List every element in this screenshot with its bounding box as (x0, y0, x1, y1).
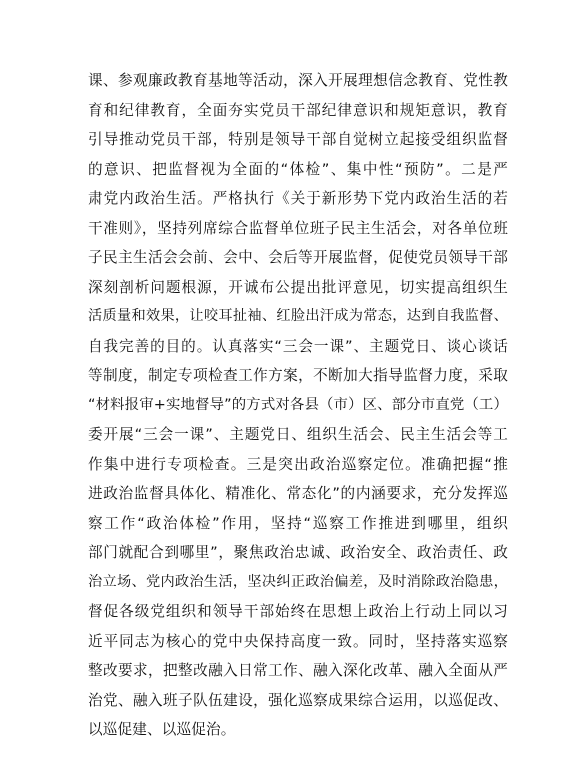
text-line: 引导推动党员干部，特别是领导干部自觉树立起接受组织监督 (88, 131, 508, 148)
text-line: 深刻剖析问题根源，开诚布公提出批评意见，切实提高组织生 (88, 278, 508, 296)
text-line: 干准则》，坚持列席综合监督单位班子民主生活会，对各单位班 (88, 219, 508, 237)
text-line: 的意识、把监督视为全面的“体检”、集中性“预防”。二是严 (88, 160, 508, 178)
text-line: 治党、融入班子队伍建设，强化巡察成果综合运用，以巡促改、 (88, 691, 508, 709)
text-line: 肃党内政治生活。严格执行《关于新形势下党内政治生活的若 (88, 190, 508, 207)
text-line: 近平同志为核心的党中央保持高度一致。同时，坚持落实巡察 (88, 632, 508, 650)
text-line: “材料报审+实地督导”的方式对各县（市）区、部分市直党（工） (88, 396, 508, 413)
text-line: 治立场、党内政治生活，坚决纠正政治偏差，及时消除政治隐患， (88, 573, 508, 590)
text-line: 育和纪律教育，全面夯实党员干部纪律意识和规矩意识，教育 (88, 101, 508, 119)
text-line: 督促各级党组织和领导干部始终在思想上政治上行动上同以习 (88, 603, 508, 620)
text-line: 等制度，制定专项检查工作方案，不断加大指导监督力度，采取 (88, 367, 508, 384)
text-line: 部门就配合到哪里”，聚焦政治忠诚、政治安全、政治责任、政 (88, 544, 508, 561)
text-line: 整改要求，把整改融入日常工作、融入深化改革、融入全面从严 (88, 662, 508, 679)
text-line: 察工作“政治体检”作用，坚持“巡察工作推进到哪里，组织 (88, 514, 508, 532)
body-paragraph (88, 66, 508, 745)
text-line: 活质量和效果，让咬耳扯袖、红脸出汗成为常态，达到自我监督、 (88, 308, 508, 324)
text-line: 子民主生活会会前、会中、会后等开展监督，促使党员领导干部 (88, 249, 508, 266)
text-line: 委开展“三会一课”、主题党日、组织生活会、民主生活会等工 (88, 426, 508, 443)
text-line: 课、参观廉政教育基地等活动，深入开展理想信念教育、党性教 (88, 72, 508, 89)
text-line: 作集中进行专项检查。三是突出政治巡察定位。准确把握“推 (88, 455, 508, 473)
text-line: 进政治监督具体化、精准化、常态化”的内涵要求，充分发挥巡 (88, 485, 508, 502)
text-line: 自我完善的目的。认真落实“三会一课”、主题党日、谈心谈话 (88, 337, 508, 355)
text-line: 以巡促建、以巡促治。 (88, 721, 236, 738)
